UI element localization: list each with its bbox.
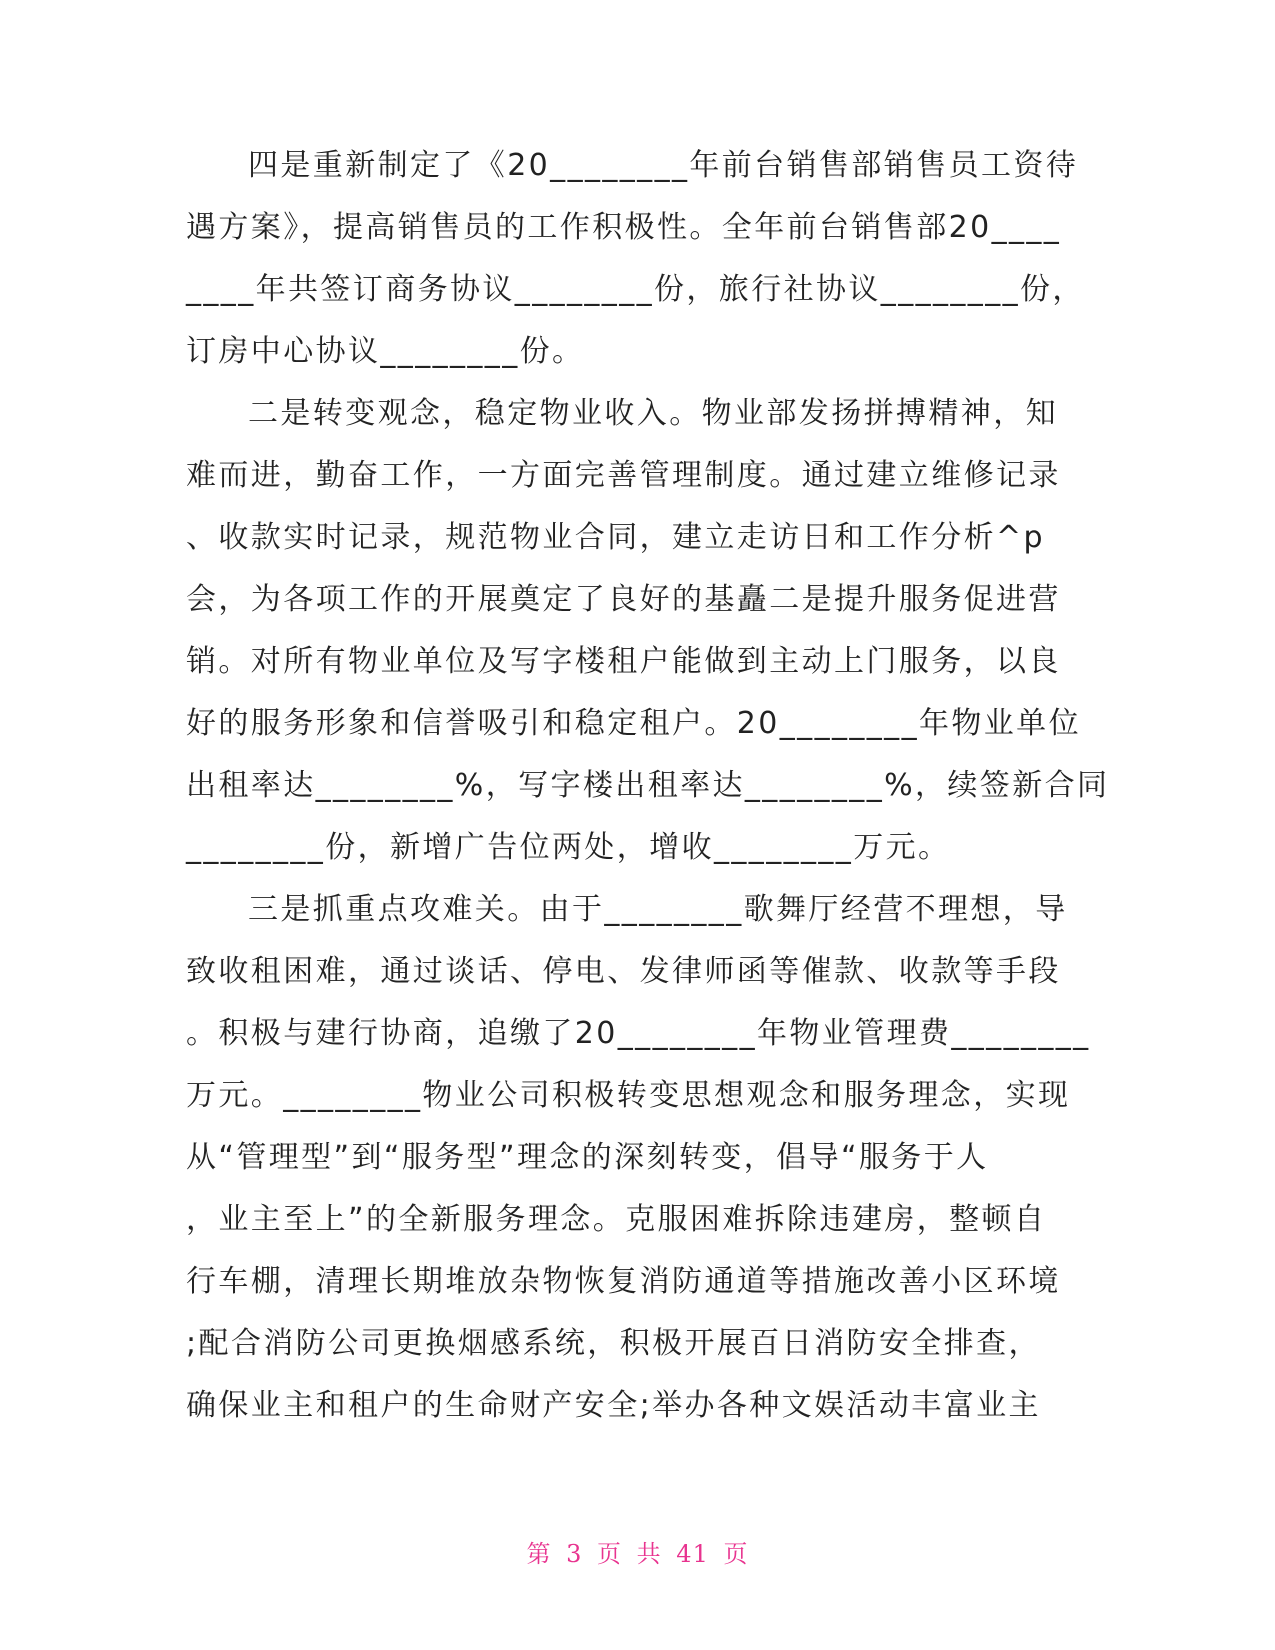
body-text-line: 订房中心协议________份。 <box>186 334 585 369</box>
body-text-line: ，业主至上”的全新服务理念。克服困难拆除违建房，整顿自 <box>186 1202 1047 1237</box>
body-text-line: 三是抓重点攻难关。由于________歌舞厅经营不理想，导 <box>248 892 1068 927</box>
body-text-line: 销。对所有物业单位及写字楼租户能做到主动上门服务，以良 <box>186 644 1061 679</box>
page-number-footer: 第 3 页 共 41 页 <box>526 1540 749 1568</box>
body-text-line: 四是重新制定了《20________年前台销售部销售员工资待 <box>248 148 1079 183</box>
body-text-line: 确保业主和租户的生命财产安全;举办各种文娱活动丰富业主 <box>186 1388 1041 1423</box>
body-text-line: 行车棚，清理长期堆放杂物恢复消防通道等措施改善小区环境 <box>186 1264 1061 1299</box>
body-text-line: 难而进，勤奋工作，一方面完善管理制度。通过建立维修记录 <box>186 458 1061 493</box>
body-text-line: 、收款实时记录，规范物业合同，建立走访日和工作分析^p <box>186 520 1045 555</box>
body-text-line: ;配合消防公司更换烟感系统，积极开展百日消防安全排查， <box>186 1326 1041 1361</box>
body-text-line: ________份，新增广告位两处，增收________万元。 <box>186 830 951 865</box>
body-text-line: 万元。________物业公司积极转变思想观念和服务理念，实现 <box>186 1078 1071 1113</box>
body-text-line: 遇方案》，提高销售员的工作积极性。全年前台销售部20____ <box>186 210 1062 245</box>
body-text-line: 会，为各项工作的开展奠定了良好的基矗二是提升服务促进营 <box>186 582 1061 617</box>
body-text-line: 从“管理型”到“服务型”理念的深刻转变，倡导“服务于人 <box>186 1140 989 1175</box>
body-text-line: ____年共签订商务协议________份，旅行社协议________份， <box>186 272 1085 307</box>
body-text-line: 二是转变观念，稳定物业收入。物业部发扬拼搏精神，知 <box>248 396 1058 431</box>
body-text-line: 好的服务形象和信誉吸引和稳定租户。20________年物业单位 <box>186 706 1081 741</box>
body-text-line: 出租率达________%，写字楼出租率达________%，续签新合同 <box>186 768 1110 803</box>
body-text-line: 。积极与建行协商，追缴了20________年物业管理费________ <box>186 1016 1091 1051</box>
body-text-line: 致收租困难，通过谈话、停电、发律师函等催款、收款等手段 <box>186 954 1061 989</box>
